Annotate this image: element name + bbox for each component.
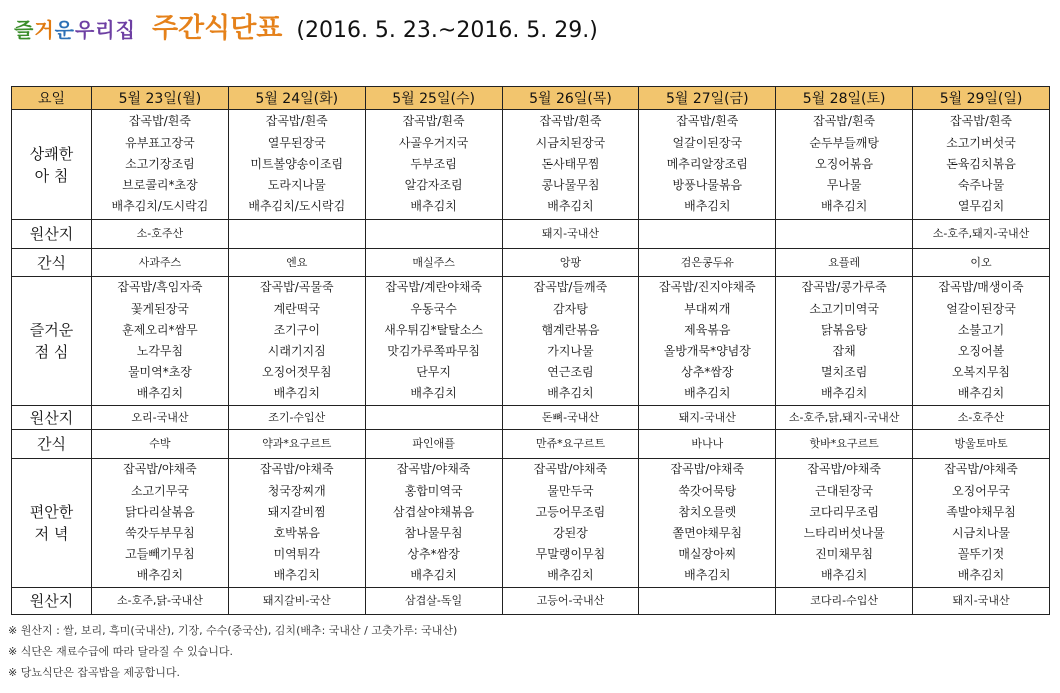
menu-item: 연근조림	[547, 365, 594, 380]
menu-item: 시래기지짐	[267, 344, 326, 358]
menu-item: 배추김치	[820, 199, 868, 214]
breakfast-label	[12, 110, 92, 220]
origin-cell: 돈뼈-국내산	[502, 406, 639, 430]
menu-item: 배추김치	[820, 386, 868, 401]
label-line: 저 녁	[34, 525, 69, 543]
menu-item: 잡곡밥/콩가루죽	[801, 280, 887, 295]
menu-item: 메추리알장조림	[666, 156, 748, 171]
menu-item: 배추김치	[820, 568, 868, 583]
menu-item: 시금치나물	[952, 526, 1011, 540]
snack-cell: 파인애플	[365, 430, 502, 459]
menu-item: 배추김치	[684, 199, 731, 214]
snack-row	[12, 430, 1050, 459]
menu-item: 배추김치	[410, 386, 457, 401]
origin-label: 원산지	[12, 588, 92, 615]
menu-item: 고들빼기무침	[125, 547, 195, 562]
label-line: 아 침	[34, 166, 69, 185]
label-line: 편안한	[29, 503, 74, 521]
origin-cell: 소-호주산	[92, 220, 229, 249]
menu-item: 코다리무조림	[809, 504, 879, 519]
snack-cell: 핫바*요구르트	[776, 430, 913, 459]
menu-item: 사골우거지국	[398, 135, 469, 150]
menu-item: 참나물무침	[404, 526, 463, 540]
menu-item: 잡곡밥/계란야채죽	[385, 280, 482, 295]
menu-item: 콩나물무침	[541, 178, 600, 193]
menu-item: 강된장	[553, 526, 588, 540]
menu-item: 얼갈이된장국	[672, 135, 743, 150]
menu-item: 잡곡밥/들깨죽	[533, 280, 608, 295]
lunch-row	[12, 277, 1050, 406]
breakfast-cell	[228, 110, 365, 220]
menu-item: 소고기버섯국	[946, 135, 1016, 150]
menu-item: 배추김치	[273, 568, 320, 583]
menu-item: 무말랭이무침	[535, 547, 606, 562]
menu-item: 꽃게된장국	[130, 301, 189, 316]
dinner-cell	[92, 459, 229, 588]
origin-cell	[365, 220, 502, 249]
origin-cell: 소-호주,닭,돼지-국내산	[776, 406, 913, 430]
menu-item: 잡곡밥/흰죽	[265, 114, 328, 129]
menu-item: 알감자조림	[404, 178, 463, 193]
menu-item: 배추김치	[410, 568, 457, 583]
menu-item: 배추김치	[547, 386, 594, 401]
menu-item: 숙주나물	[957, 178, 1005, 193]
menu-item: 물미역*초장	[127, 365, 192, 380]
page-title: 주간식단표	[151, 13, 283, 44]
day-header: 5월 29일(일)	[913, 87, 1050, 110]
dinner-cell	[639, 459, 776, 588]
dinner-cell	[913, 459, 1050, 588]
menu-item: 돼지갈비찜	[267, 504, 326, 519]
menu-item: 잡곡밥/흰죽	[402, 114, 465, 129]
origin-cell: 돼지-국내산	[913, 588, 1050, 615]
origin-row	[12, 406, 1050, 430]
snack-cell: 이오	[913, 249, 1050, 277]
menu-item: 미트볼양송이조림	[250, 156, 344, 171]
menu-item: 잡곡밥/야채죽	[396, 462, 471, 477]
menu-item: 배추김치	[957, 568, 1005, 583]
brand-part: 우리집	[74, 18, 136, 42]
menu-item: 시금치된장국	[535, 135, 606, 150]
menu-item: 오징어볼	[957, 344, 1005, 358]
breakfast-cell	[639, 110, 776, 220]
breakfast-cell	[913, 110, 1050, 220]
origin-cell: 코다리-수입산	[776, 588, 913, 615]
menu-item: 브로콜리*초장	[122, 178, 198, 193]
snack-cell: 사과주스	[92, 249, 229, 277]
snack-cell: 엔요	[228, 249, 365, 277]
menu-item: 고등어무조림	[535, 504, 606, 519]
menu-item: 족발야채무침	[946, 504, 1016, 519]
menu-item: 잡곡밥/곡물죽	[259, 280, 334, 295]
menu-item: 잡채	[832, 344, 856, 358]
menu-item: 계란떡국	[273, 301, 320, 316]
menu-item: 배추김치	[957, 386, 1005, 401]
menu-item: 무나물	[826, 178, 862, 193]
dinner-cell	[502, 459, 639, 588]
footnotes	[8, 620, 457, 683]
origin-cell: 소-호주산	[913, 406, 1050, 430]
menu-item: 오복지무침	[952, 365, 1011, 380]
menu-item: 돈육김치볶음	[946, 156, 1016, 171]
menu-item: 소불고기	[957, 322, 1005, 337]
footnote: ※ 당뇨식단은 잡곡밥을 제공합니다.	[8, 666, 180, 679]
menu-item: 소고기미역국	[809, 301, 879, 316]
menu-item: 새우튀김*탈탈소스	[384, 322, 483, 337]
menu-item: 잡곡밥/야채죽	[944, 462, 1018, 477]
dinner-cell	[228, 459, 365, 588]
menu-item: 잡곡밥/야채죽	[259, 462, 334, 477]
menu-item: 닭볶음탕	[820, 322, 868, 337]
menu-item: 배추김치	[273, 386, 320, 401]
menu-item: 가지나물	[547, 344, 594, 358]
menu-item: 잡곡밥/야채죽	[533, 462, 608, 477]
menu-item: 미역튀각	[273, 547, 320, 562]
menu-item: 물만두국	[547, 483, 594, 498]
menu-item: 두부조림	[410, 156, 457, 171]
label-line: 즐거운	[29, 321, 74, 339]
origin-cell	[639, 220, 776, 249]
day-header: 5월 25일(수)	[365, 87, 502, 110]
breakfast-cell	[365, 110, 502, 220]
menu-item: 닭다리살볶음	[125, 504, 195, 519]
dinner-row	[12, 459, 1050, 588]
menu-item: 배추김치	[684, 386, 731, 401]
breakfast-cell	[502, 110, 639, 220]
snack-cell: 만쥬*요구르트	[502, 430, 639, 459]
origin-cell: 소-호주,닭-국내산	[92, 588, 229, 615]
menu-item: 감자탕	[553, 301, 588, 316]
origin-cell: 소-호주,돼지-국내산	[913, 220, 1050, 249]
label-line: 상쾌한	[29, 144, 74, 163]
menu-item: 우동국수	[410, 301, 457, 316]
menu-item: 소고기장조림	[125, 156, 195, 171]
origin-cell	[639, 588, 776, 615]
menu-item: 잡곡밥/흰죽	[950, 114, 1013, 129]
brand-part: 거	[34, 18, 55, 42]
dinner-cell	[365, 459, 502, 588]
menu-item: 잡곡밥/흰죽	[676, 114, 739, 129]
menu-item: 배추김치	[547, 199, 594, 214]
lunch-cell	[502, 277, 639, 406]
menu-item: 잡곡밥/진지야채죽	[658, 280, 756, 295]
brand-logo	[14, 14, 136, 43]
menu-item: 배추김치	[547, 568, 594, 583]
day-header: 5월 28일(토)	[776, 87, 913, 110]
menu-item: 얼갈이된장국	[946, 301, 1016, 316]
menu-item: 오징어젓무침	[261, 365, 332, 380]
date-range: (2016. 5. 23.~2016. 5. 29.)	[296, 18, 598, 43]
breakfast-cell	[92, 110, 229, 220]
menu-item: 잡곡밥/매생이죽	[938, 280, 1024, 295]
menu-item: 잡곡밥/야채죽	[807, 462, 881, 477]
menu-item: 배추김치/도시락김	[248, 199, 346, 214]
menu-item: 배추김치/도시락김	[111, 199, 209, 214]
menu-item: 잡곡밥/흑임자죽	[117, 280, 203, 295]
day-header: 5월 23일(월)	[92, 87, 229, 110]
menu-item: 배추김치	[684, 568, 731, 583]
menu-item: 방풍나물볶음	[672, 178, 743, 193]
menu-item: 잡곡밥/흰죽	[128, 114, 191, 129]
origin-cell	[365, 406, 502, 430]
origin-label: 원산지	[12, 220, 92, 249]
menu-item: 호박볶음	[273, 526, 320, 540]
origin-cell: 삼겹살-독일	[365, 588, 502, 615]
origin-cell: 고등어-국내산	[502, 588, 639, 615]
day-header: 5월 27일(금)	[639, 87, 776, 110]
snack-label: 간식	[12, 430, 92, 459]
menu-item: 잡곡밥/흰죽	[813, 114, 876, 129]
snack-cell: 약과*요구르트	[228, 430, 365, 459]
brand-part: 운	[54, 18, 75, 42]
origin-cell	[228, 220, 365, 249]
menu-item: 배추김치	[136, 386, 184, 401]
day-header: 5월 26일(목)	[502, 87, 639, 110]
snack-row	[12, 249, 1050, 277]
menu-item: 조기구이	[273, 322, 320, 337]
header-row	[12, 87, 1050, 110]
menu-item: 맛김가루쪽파무침	[387, 344, 480, 358]
menu-item: 배추김치	[136, 568, 184, 583]
menu-item: 오징어볶음	[815, 156, 874, 171]
snack-cell: 검은콩두유	[639, 249, 776, 277]
menu-item: 매실장아찌	[678, 547, 737, 562]
origin-cell: 돼지-국내산	[639, 406, 776, 430]
day-header: 5월 24일(화)	[228, 87, 365, 110]
menu-item: 순두부들깨탕	[809, 135, 879, 150]
menu-item: 노각무침	[136, 344, 184, 358]
breakfast-cell	[776, 110, 913, 220]
lunch-cell	[92, 277, 229, 406]
menu-item: 부대찌개	[684, 301, 731, 316]
menu-item: 잡곡밥/야채죽	[670, 462, 745, 477]
menu-item: 삼겹살야채볶음	[393, 504, 475, 519]
menu-item: 훈제오리*쌈무	[122, 322, 198, 337]
label-line: 점 심	[34, 343, 69, 361]
origin-cell: 돼지-국내산	[502, 220, 639, 249]
menu-item: 올방개묵*양념장	[663, 344, 751, 358]
menu-item: 쫄면야채무침	[672, 526, 743, 540]
footnote: ※ 식단은 재료수급에 따라 달라질 수 있습니다.	[8, 645, 233, 658]
menu-item: 상추*쌈장	[407, 547, 460, 562]
menu-item: 배추김치	[410, 199, 457, 214]
menu-item: 단무지	[416, 365, 451, 380]
menu-item: 잡곡밥/야채죽	[123, 462, 197, 477]
dinner-label	[12, 459, 92, 588]
origin-cell	[776, 220, 913, 249]
menu-item: 근대된장국	[815, 483, 874, 498]
brand-part: 즐	[14, 18, 35, 42]
menu-item: 잡곡밥/흰죽	[539, 114, 602, 129]
snack-cell: 수박	[92, 430, 229, 459]
menu-item: 참치오믈렛	[678, 504, 737, 519]
footnote: ※ 원산지 : 쌀, 보리, 흑미(국내산), 기장, 수수(중국산), 김치(배추: 국내산 / 고춧가루: 국내산)	[8, 624, 458, 637]
origin-row	[12, 220, 1050, 249]
menu-item: 도라지나물	[267, 178, 326, 193]
menu-item: 소고기무국	[130, 483, 189, 498]
snack-label: 간식	[12, 249, 92, 277]
day-label-header: 요일	[12, 87, 92, 110]
breakfast-row	[12, 110, 1050, 220]
snack-cell: 방울토마토	[913, 430, 1050, 459]
lunch-cell	[639, 277, 776, 406]
menu-item: 열무된장국	[267, 135, 326, 150]
menu-item: 느타리버섯나물	[803, 526, 885, 540]
menu-item: 쑥갓두부무침	[125, 526, 195, 540]
lunch-cell	[228, 277, 365, 406]
dinner-cell	[776, 459, 913, 588]
menu-item: 멸치조림	[820, 365, 868, 380]
menu-item: 쑥갓어묵탕	[678, 483, 737, 498]
origin-cell: 조기-수입산	[228, 406, 365, 430]
menu-item: 돈사태무찜	[541, 156, 600, 171]
origin-cell: 오리-국내산	[92, 406, 229, 430]
snack-cell: 매실주스	[365, 249, 502, 277]
lunch-cell	[776, 277, 913, 406]
origin-row	[12, 588, 1050, 615]
weekly-menu-table	[11, 86, 1050, 615]
snack-cell: 요플레	[776, 249, 913, 277]
lunch-label	[12, 277, 92, 406]
snack-cell: 앙팡	[502, 249, 639, 277]
menu-item: 상추*쌈장	[681, 365, 734, 380]
menu-item: 열무김치	[957, 199, 1005, 214]
menu-item: 유부표고장국	[125, 135, 195, 150]
menu-item: 진미채무침	[815, 547, 874, 562]
menu-item: 오징어무국	[952, 483, 1011, 498]
lunch-cell	[913, 277, 1050, 406]
menu-item: 햄계란볶음	[541, 322, 600, 337]
menu-item: 제육볶음	[684, 322, 731, 337]
menu-item: 꼴뚜기젓	[957, 547, 1005, 562]
origin-cell: 돼지갈비-국산	[228, 588, 365, 615]
page-header	[14, 6, 598, 46]
lunch-cell	[365, 277, 502, 406]
snack-cell: 바나나	[639, 430, 776, 459]
origin-label: 원산지	[12, 406, 92, 430]
menu-item: 청국장찌개	[267, 483, 326, 498]
menu-item: 홍합미역국	[404, 483, 463, 498]
